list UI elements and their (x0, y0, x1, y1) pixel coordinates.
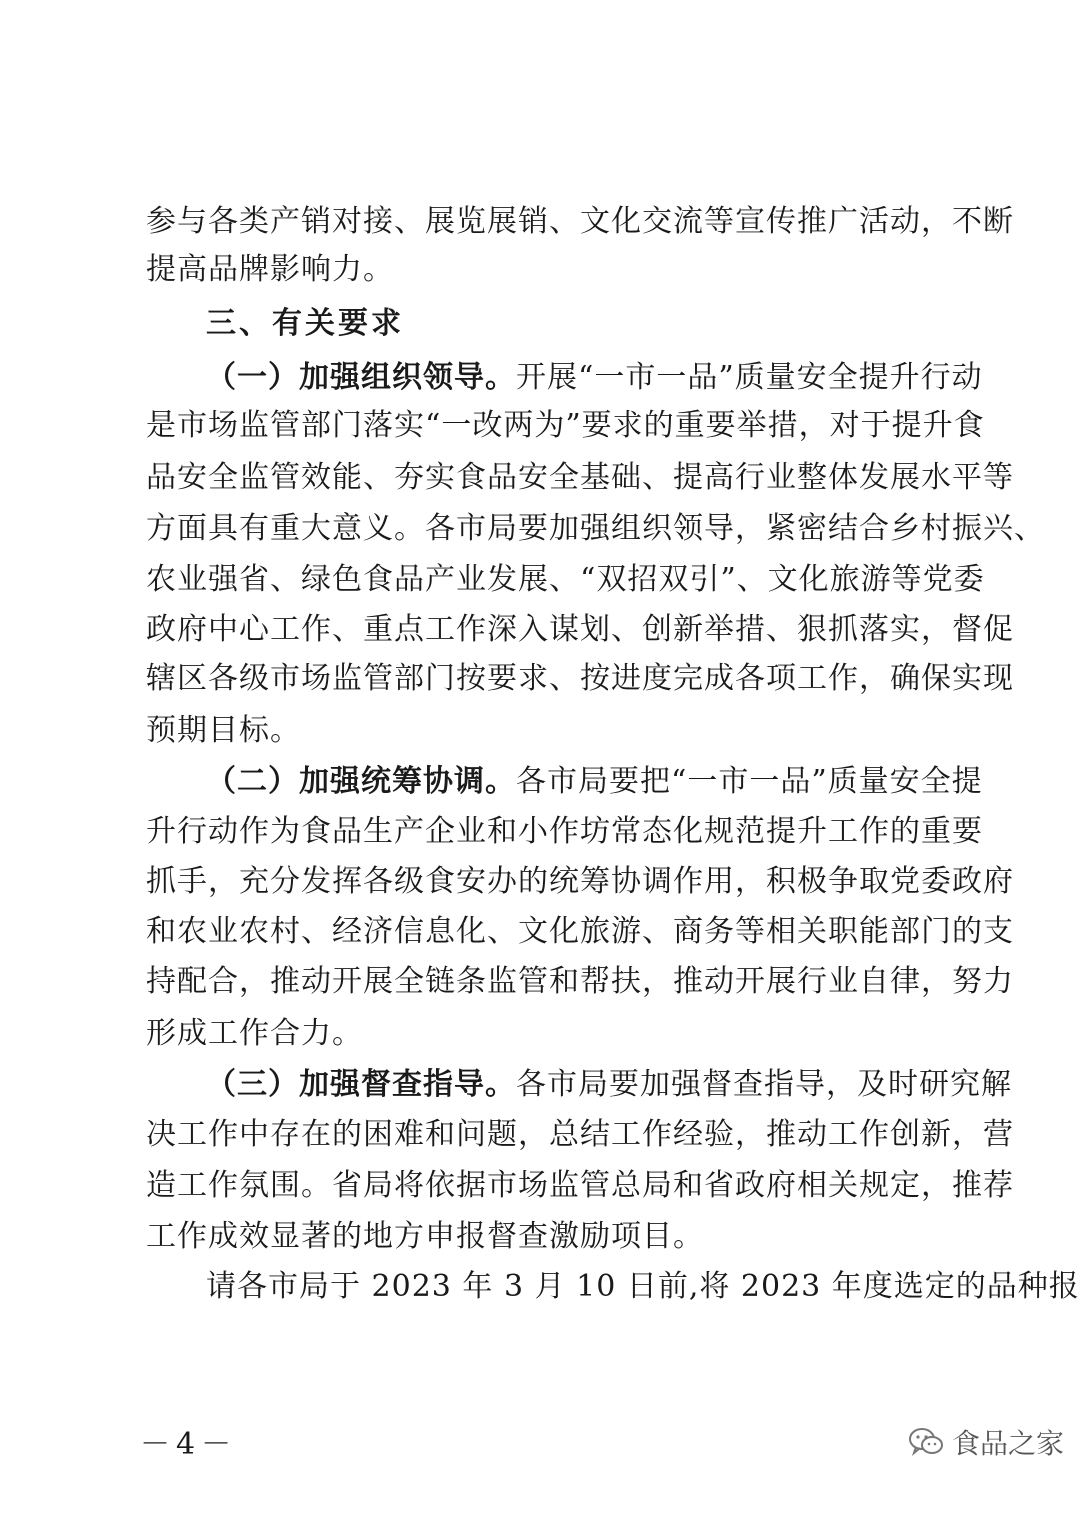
paragraph-first-line (206, 756, 983, 808)
body-line: 品安全监管效能、夯实食品安全基础、提高行业整体发展水平等 (146, 460, 1014, 495)
page-number: －4－ (140, 1427, 238, 1462)
body-line: 工作成效显著的地方申报督查激励项目。 (146, 1219, 704, 1254)
body-line: 和农业农村、经济信息化、文化旅游、商务等相关职能部门的支 (146, 914, 1014, 949)
paragraph-lead: （二）加强统筹协调。 (206, 764, 516, 799)
body-line: 参与各类产销对接、展览展销、文化交流等宣传推广活动，不断 (146, 204, 1014, 239)
body-line: 提高品牌影响力。 (146, 252, 394, 287)
watermark (908, 1420, 1064, 1464)
body-line: 方面具有重大意义。各市局要加强组织领导，紧密结合乡村振兴、 (146, 511, 1045, 546)
body-line: 持配合，推动开展全链条监管和帮扶，推动开展行业自律，努力 (146, 964, 1014, 999)
section-heading: 三、有关要求 (206, 306, 404, 341)
body-line: 辖区各级市场监管部门按要求、按进度完成各项工作，确保实现 (146, 661, 1014, 696)
paragraph-text: 开展“一市一品”质量安全提升行动 (516, 360, 983, 395)
paragraph-first-line: 请各市局于 2023 年 3 月 10 日前,将 2023 年度选定的品种报 (206, 1269, 1080, 1304)
paragraph-text: 各市局要加强督查指导，及时研究解 (516, 1067, 1012, 1102)
paragraph-text: 各市局要把“一市一品”质量安全提 (516, 764, 983, 799)
body-line: 预期目标。 (146, 713, 301, 748)
paragraph-lead: （一）加强组织领导。 (206, 360, 516, 395)
paragraph-lead: （三）加强督查指导。 (206, 1067, 516, 1102)
paragraph-first-line (206, 352, 983, 404)
body-line: 决工作中存在的困难和问题，总结工作经验，推动工作创新，营 (146, 1117, 1014, 1152)
body-line: 抓手，充分发挥各级食安办的统筹协调作用，积极争取党委政府 (146, 864, 1014, 899)
body-line: 农业强省、绿色食品产业发展、“双招双引”、文化旅游等党委 (146, 562, 985, 597)
wechat-icon (908, 1426, 944, 1458)
body-line: 是市场监管部门落实“一改两为”要求的重要举措，对于提升食 (146, 408, 985, 443)
body-line: 形成工作合力。 (146, 1016, 363, 1051)
watermark-text: 食品之家 (952, 1427, 1065, 1460)
body-line: 升行动作为食品生产企业和小作坊常态化规范提升工作的重要 (146, 814, 983, 849)
body-line: 造工作氛围。省局将依据市场监管总局和省政府相关规定，推荐 (146, 1168, 1014, 1203)
paragraph-first-line (206, 1059, 1012, 1111)
body-line: 政府中心工作、重点工作深入谋划、创新举措、狠抓落实，督促 (146, 612, 1014, 647)
